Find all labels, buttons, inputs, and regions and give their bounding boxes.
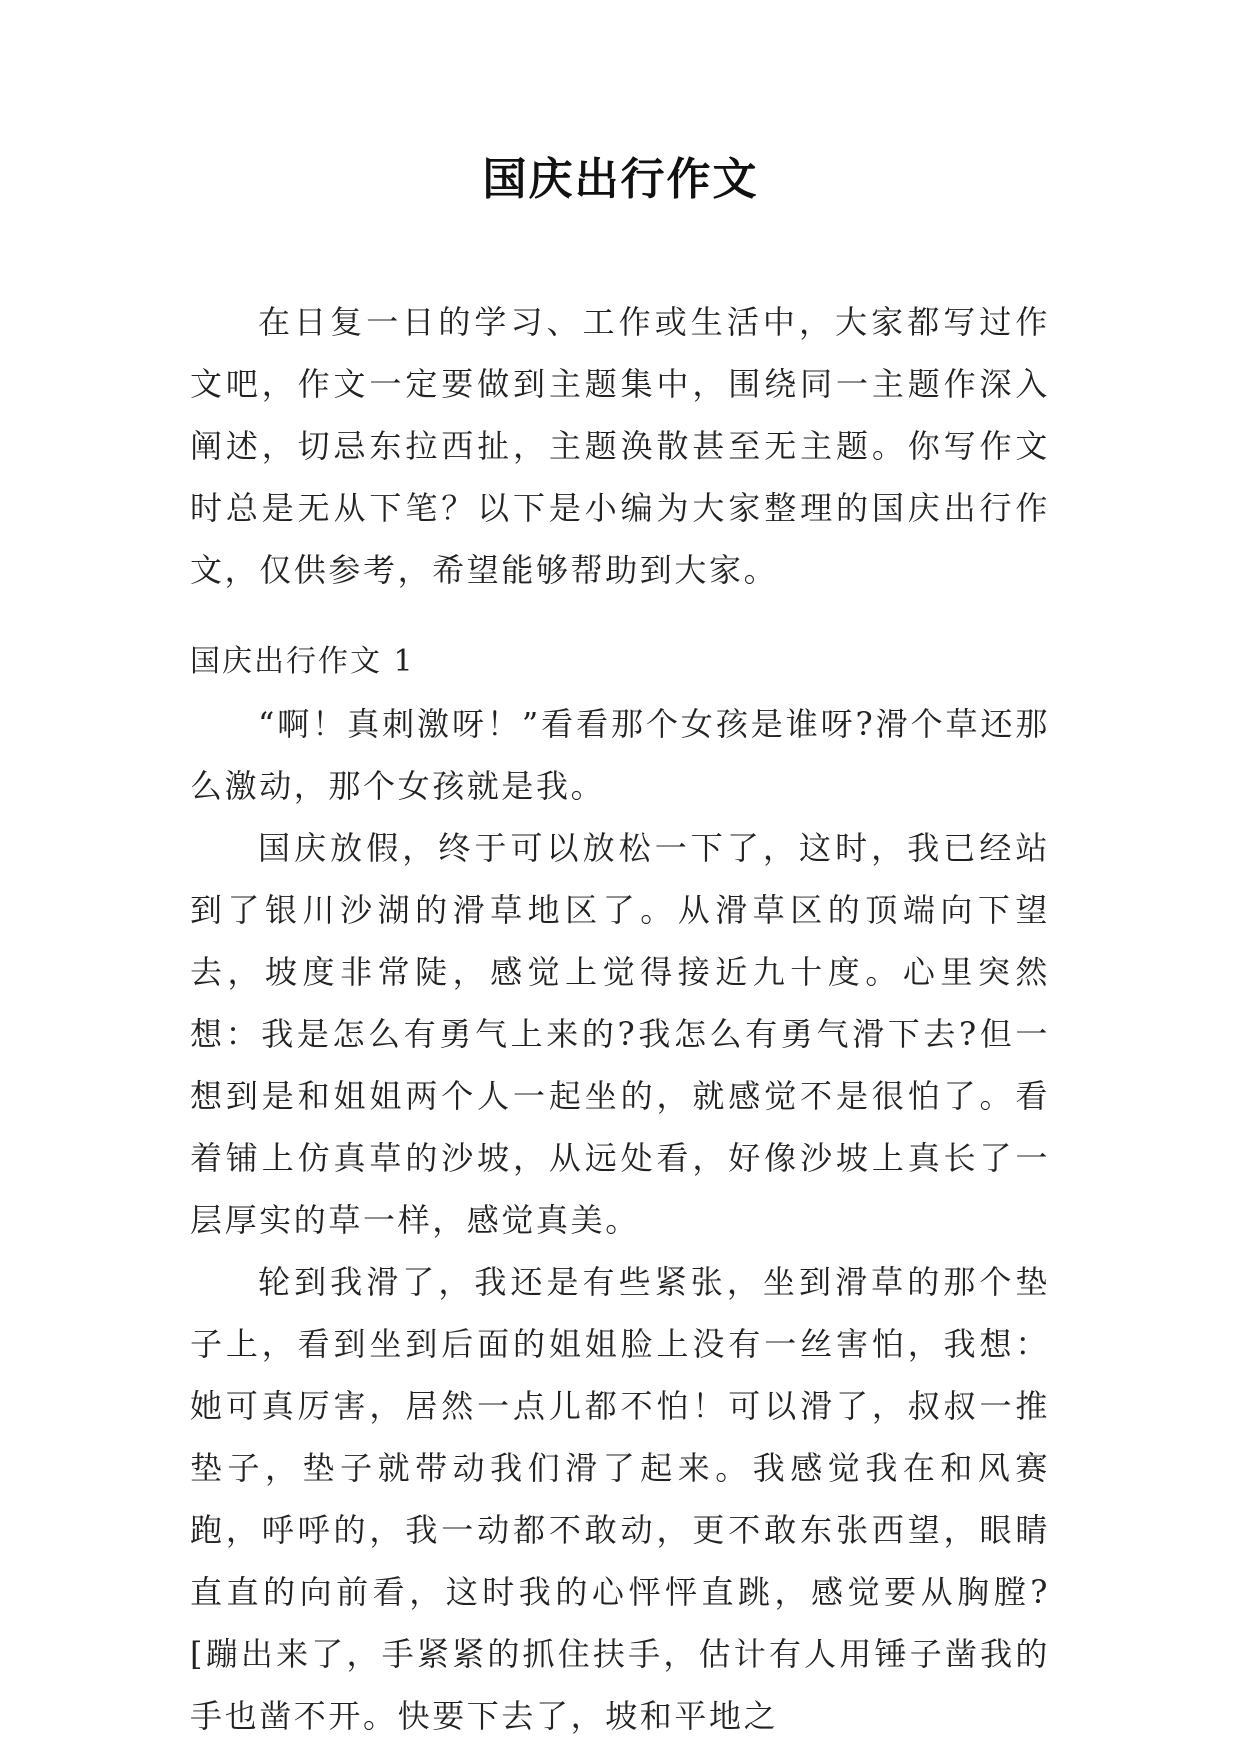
article-paragraph: “啊！真刺激呀！”看看那个女孩是谁呀?滑个草还那么激动，那个女孩就是我。 [190, 705, 1050, 805]
section-heading: 国庆出行作文 1 [190, 644, 415, 679]
article-paragraph: 国庆放假，终于可以放松一下了，这时，我已经站到了银川沙湖的滑草地区了。从滑草区的顶端向下望去，坡度非常陡，感觉上觉得接近九十度。心里突然想：我是怎么有勇气上来的?我怎么有勇气滑下去?但一想到是和姐姐两个人一起坐的，就感觉不是很怕了。看着铺上仿真草的沙坡，从远处看，好像沙坡上真长了一层厚实的草一样，感觉真美。 [190, 829, 1050, 1239]
document-title: 国庆出行作文 [482, 154, 759, 205]
article-paragraph: 轮到我滑了，我还是有些紧张，坐到滑草的那个垫子上，看到坐到后面的姐姐脸上没有一丝害怕，我想：她可真厉害，居然一点儿都不怕！可以滑了，叔叔一推垫子，垫子就带动我们滑了起来。我感觉我在和风赛跑，呼呼的，我一动都不敢动，更不敢东张西望，眼睛直直的向前看，这时我的心怦怦直跳，感觉要从胸膛?[蹦出来了，手紧紧的抓住扶手，估计有人用锤子凿我的手也凿不开。快要下去了，坡和平地之 [190, 1263, 1050, 1735]
intro-paragraph: 在日复一日的学习、工作或生活中，大家都写过作文吧，作文一定要做到主题集中，围绕同一主题作深入阐述，切忌东拉西扯，主题涣散甚至无主题。你写作文时总是无从下笔？以下是小编为大家整理的国庆出行作文，仅供参考，希望能够帮助到大家。 [190, 303, 1050, 589]
article-body [190, 693, 1050, 1747]
